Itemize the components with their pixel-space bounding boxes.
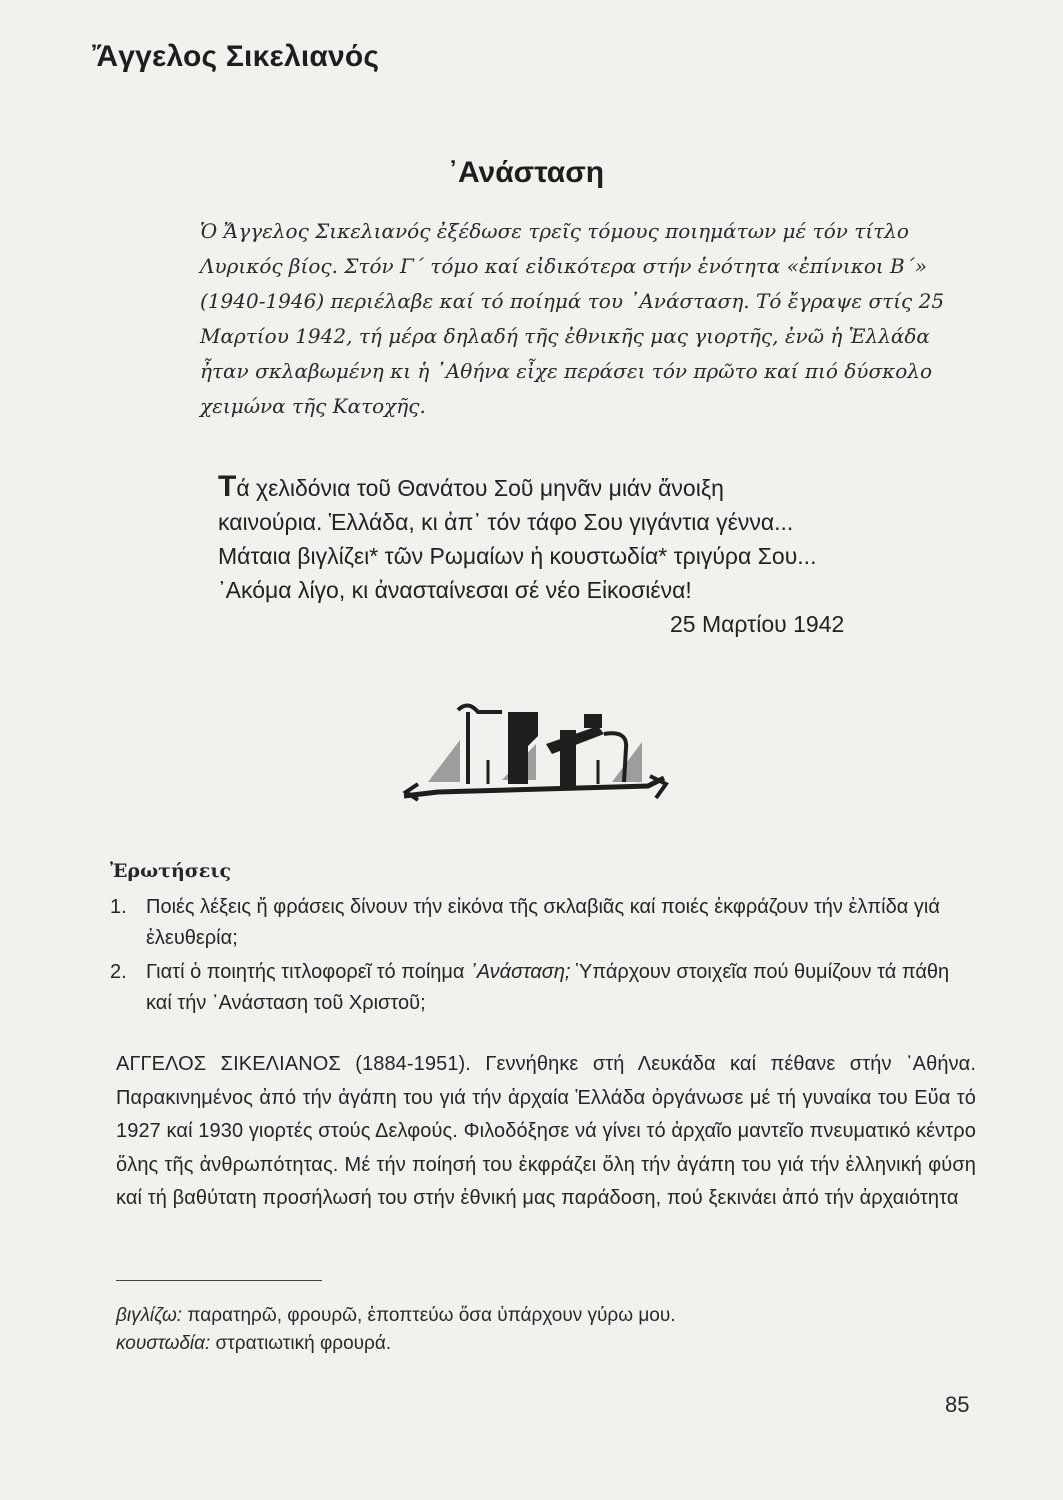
- footnote-definition: παρατηρῶ, φρουρῶ, ἐποπτεύω ὅσα ὑπάρχουν γύρω μου.: [182, 1305, 676, 1326]
- poem-line-3: Μάταια βιγλίζει* τῶν Ρωμαίων ἡ κουστωδία* τριγύρα Σου...: [218, 543, 817, 569]
- questions-list: [110, 892, 980, 1022]
- poem-title: ᾽Ανάσταση: [448, 156, 605, 189]
- question-text-part: Ὑπάρχουν στοιχεῖα πού θυμίζουν τά πάθη καί τήν ᾽Ανάσταση τοῦ Χριστοῦ;: [146, 961, 950, 1014]
- biography-paragraph: ΑΓΓΕΛΟΣ ΣΙΚΕΛΙΑΝΟΣ (1884-1951). Γεννήθηκε στή Λευκάδα καί πέθανε στήν ᾽Αθήνα. Παρακινημένος ἀπό τήν ἀγάπη του γιά τήν ἀρχαία Ἑλλάδα ὀργάνωσε μέ τή γυναίκα του Εὔα τό 1927 καί 1930 γιορτές στούς Δελφούς. Φιλοδόξησε νά γίνει τό ἀρχαῖο μαντεῖο πνευματικό κέντρο ὅλης τῆς ἀνθρωπότητας. Μέ τήν ποίησή του ἐκφράζει ὅλη τήν ἀγάπη του γιά τήν ἑλληνική φύση καί τή βαθύτατη προσήλωσή του στήν ἐθνική μας παράδοση, πού ξεκινάει ἀπό τήν ἀρχαιότητα: [116, 1053, 976, 1209]
- question-text-part: Γιατί ὁ ποιητής τιτλοφορεῖ τό ποίημα: [146, 961, 471, 983]
- page-number: 85: [945, 1392, 970, 1417]
- poem-date: 25 Μαρτίου 1942: [670, 611, 845, 637]
- questions-heading: Ἐρωτήσεις: [110, 860, 232, 882]
- footnote-divider: [116, 1280, 322, 1281]
- poem-line-2: καινούρια. Ἑλλάδα, κι ἀπ᾽ τόν τάφο Σου γιγάντια γέννα...: [218, 509, 794, 535]
- poem-line-4: ᾽Ακόμα λίγο, κι ἀνασταίνεσαι σέ νέο Εἰκοσιένα!: [218, 577, 692, 603]
- question-text: Ποιές λέξεις ἤ φράσεις δίνουν τήν εἰκόνα τῆς σκλαβιᾶς καί ποιές ἐκφράζουν τήν ἐλπίδα γιά ἐλευθερία;: [146, 896, 940, 949]
- footnote-term: κουστωδία:: [116, 1333, 211, 1354]
- author-heading: Ἄγγελος Σικελιανός: [92, 40, 380, 73]
- question-number: 2.: [110, 961, 127, 983]
- footnote-item: [116, 1330, 976, 1358]
- footnotes: [116, 1302, 976, 1358]
- decorative-ornament-icon: [398, 700, 670, 804]
- footnote-term: βιγλίζω:: [116, 1305, 183, 1326]
- question-text: [146, 957, 980, 1019]
- question-number: 1.: [110, 896, 127, 918]
- question-emphasis: ᾽Ανάσταση;: [470, 961, 571, 983]
- poem-line-1: [218, 470, 918, 505]
- poem-first-letter: Τ: [218, 470, 237, 503]
- footnote-definition: στρατιωτική φρουρά.: [210, 1333, 392, 1354]
- intro-paragraph: Ὁ Ἄγγελος Σικελιανός ἐξέδωσε τρεῖς τόμους ποιημάτων μέ τόν τίτλο Λυρικός βίος. Στόν Γ΄ τόμο καί εἰδικότερα στήν ἑνότητα «ἐπίνικοι Β΄» (1940-1946) περιέλαβε καί τό ποίημά του ᾽Ανάσταση. Τό ἔγραψε στίς 25 Μαρτίου 1942, τή μέρα δηλαδή τῆς ἐθνικῆς μας γιορτῆς, ἐνῶ ἡ Ἑλλάδα ἦταν σκλαβωμένη κι ἡ ᾽Αθήνα εἶχε περάσει τόν πρῶτο καί πιό δύσκολο χειμώνα τῆς Κατοχῆς.: [200, 219, 945, 418]
- question-item: [110, 892, 980, 954]
- footnote-item: [116, 1302, 976, 1330]
- question-item: [110, 957, 980, 1019]
- poem-line-1-rest: ά χελιδόνια τοῦ Θανάτου Σοῦ μηνᾶν μιάν ἄνοιξη: [236, 475, 724, 501]
- poem-text: [218, 470, 918, 641]
